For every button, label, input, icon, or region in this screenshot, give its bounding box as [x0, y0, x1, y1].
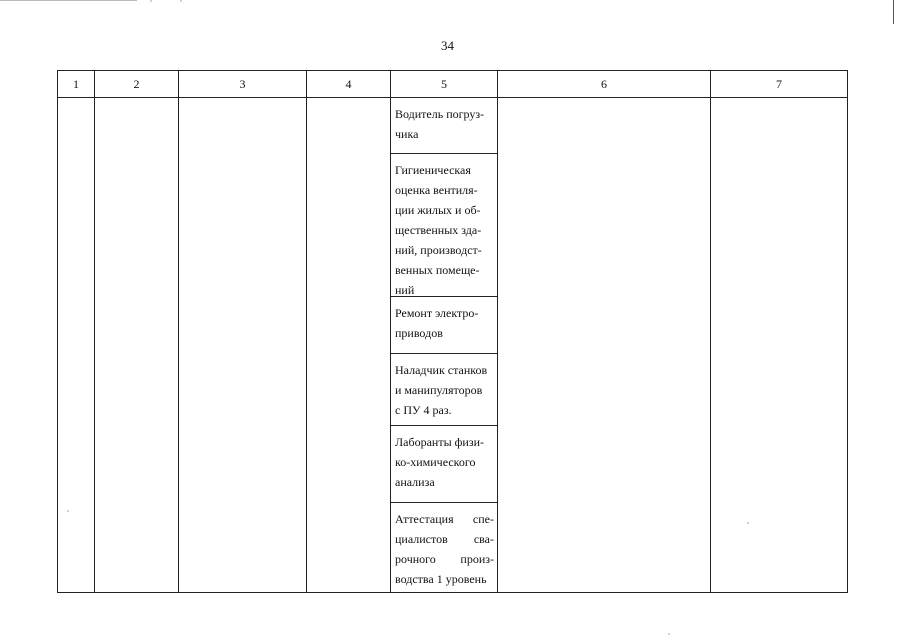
column-header-1: 1 [58, 71, 95, 98]
entry-line: ции жилых и об- [395, 203, 481, 217]
column-1-cell [58, 98, 95, 593]
entry-line: Лаборанты физи- [395, 435, 484, 449]
entry-line: венных помеще- [395, 263, 480, 277]
column-6-cell [498, 98, 711, 593]
column-header-7: 7 [711, 71, 848, 98]
table-body-row [58, 98, 848, 593]
entry-line: Водитель погруз- [395, 107, 485, 121]
entry-line: рочного произ- [395, 552, 494, 566]
entry-line: Гигиеническая [395, 163, 471, 177]
column-3-cell [179, 98, 307, 593]
column-5-cell [391, 98, 498, 593]
course-list [391, 98, 497, 592]
column-header-2: 2 [95, 71, 179, 98]
course-entry-electric-drive-repair [391, 297, 497, 354]
entry-line: с ПУ 4 раз. [395, 403, 452, 417]
column-header-6: 6 [498, 71, 711, 98]
table-header-row [58, 71, 848, 98]
entry-line: оценка вентиля- [395, 183, 478, 197]
entry-line: приводов [395, 326, 443, 340]
entry-line: Наладчик станков [395, 363, 488, 377]
scan-artifact-speck [668, 633, 670, 635]
course-entry-lab-technicians [391, 426, 497, 503]
course-entry-ventilation-assessment [391, 154, 497, 297]
entry-line: водства 1 уровень [395, 572, 487, 586]
column-header-4: 4 [307, 71, 391, 98]
column-4-cell [307, 98, 391, 593]
entry-line: Аттестация спе- [395, 512, 494, 526]
scan-artifact-right-edge [893, 0, 894, 24]
course-entry-forklift-driver [391, 98, 497, 154]
entry-line: анализа [395, 475, 435, 489]
entry-line: ний, производст- [395, 243, 482, 257]
entry-line: Ремонт электро- [395, 306, 479, 320]
entry-line: и манипуляторов [395, 383, 483, 397]
scan-artifact-top-line [0, 0, 137, 1]
course-entry-cnc-machine-setter [391, 354, 497, 426]
entry-line: щественных зда- [395, 223, 482, 237]
column-2-cell [95, 98, 179, 593]
column-header-5: 5 [391, 71, 498, 98]
entry-line: чика [395, 127, 419, 141]
entry-line: ний [395, 283, 415, 297]
document-table [57, 70, 848, 593]
scan-artifact-speck [180, 0, 182, 2]
course-entry-welding-certification [391, 503, 497, 592]
entry-line: ко-химического [395, 455, 476, 469]
scan-artifact-speck [150, 0, 152, 2]
page-number: 34 [441, 38, 454, 53]
entry-line: циалистов сва- [395, 532, 494, 546]
column-7-cell [711, 98, 848, 593]
column-header-3: 3 [179, 71, 307, 98]
